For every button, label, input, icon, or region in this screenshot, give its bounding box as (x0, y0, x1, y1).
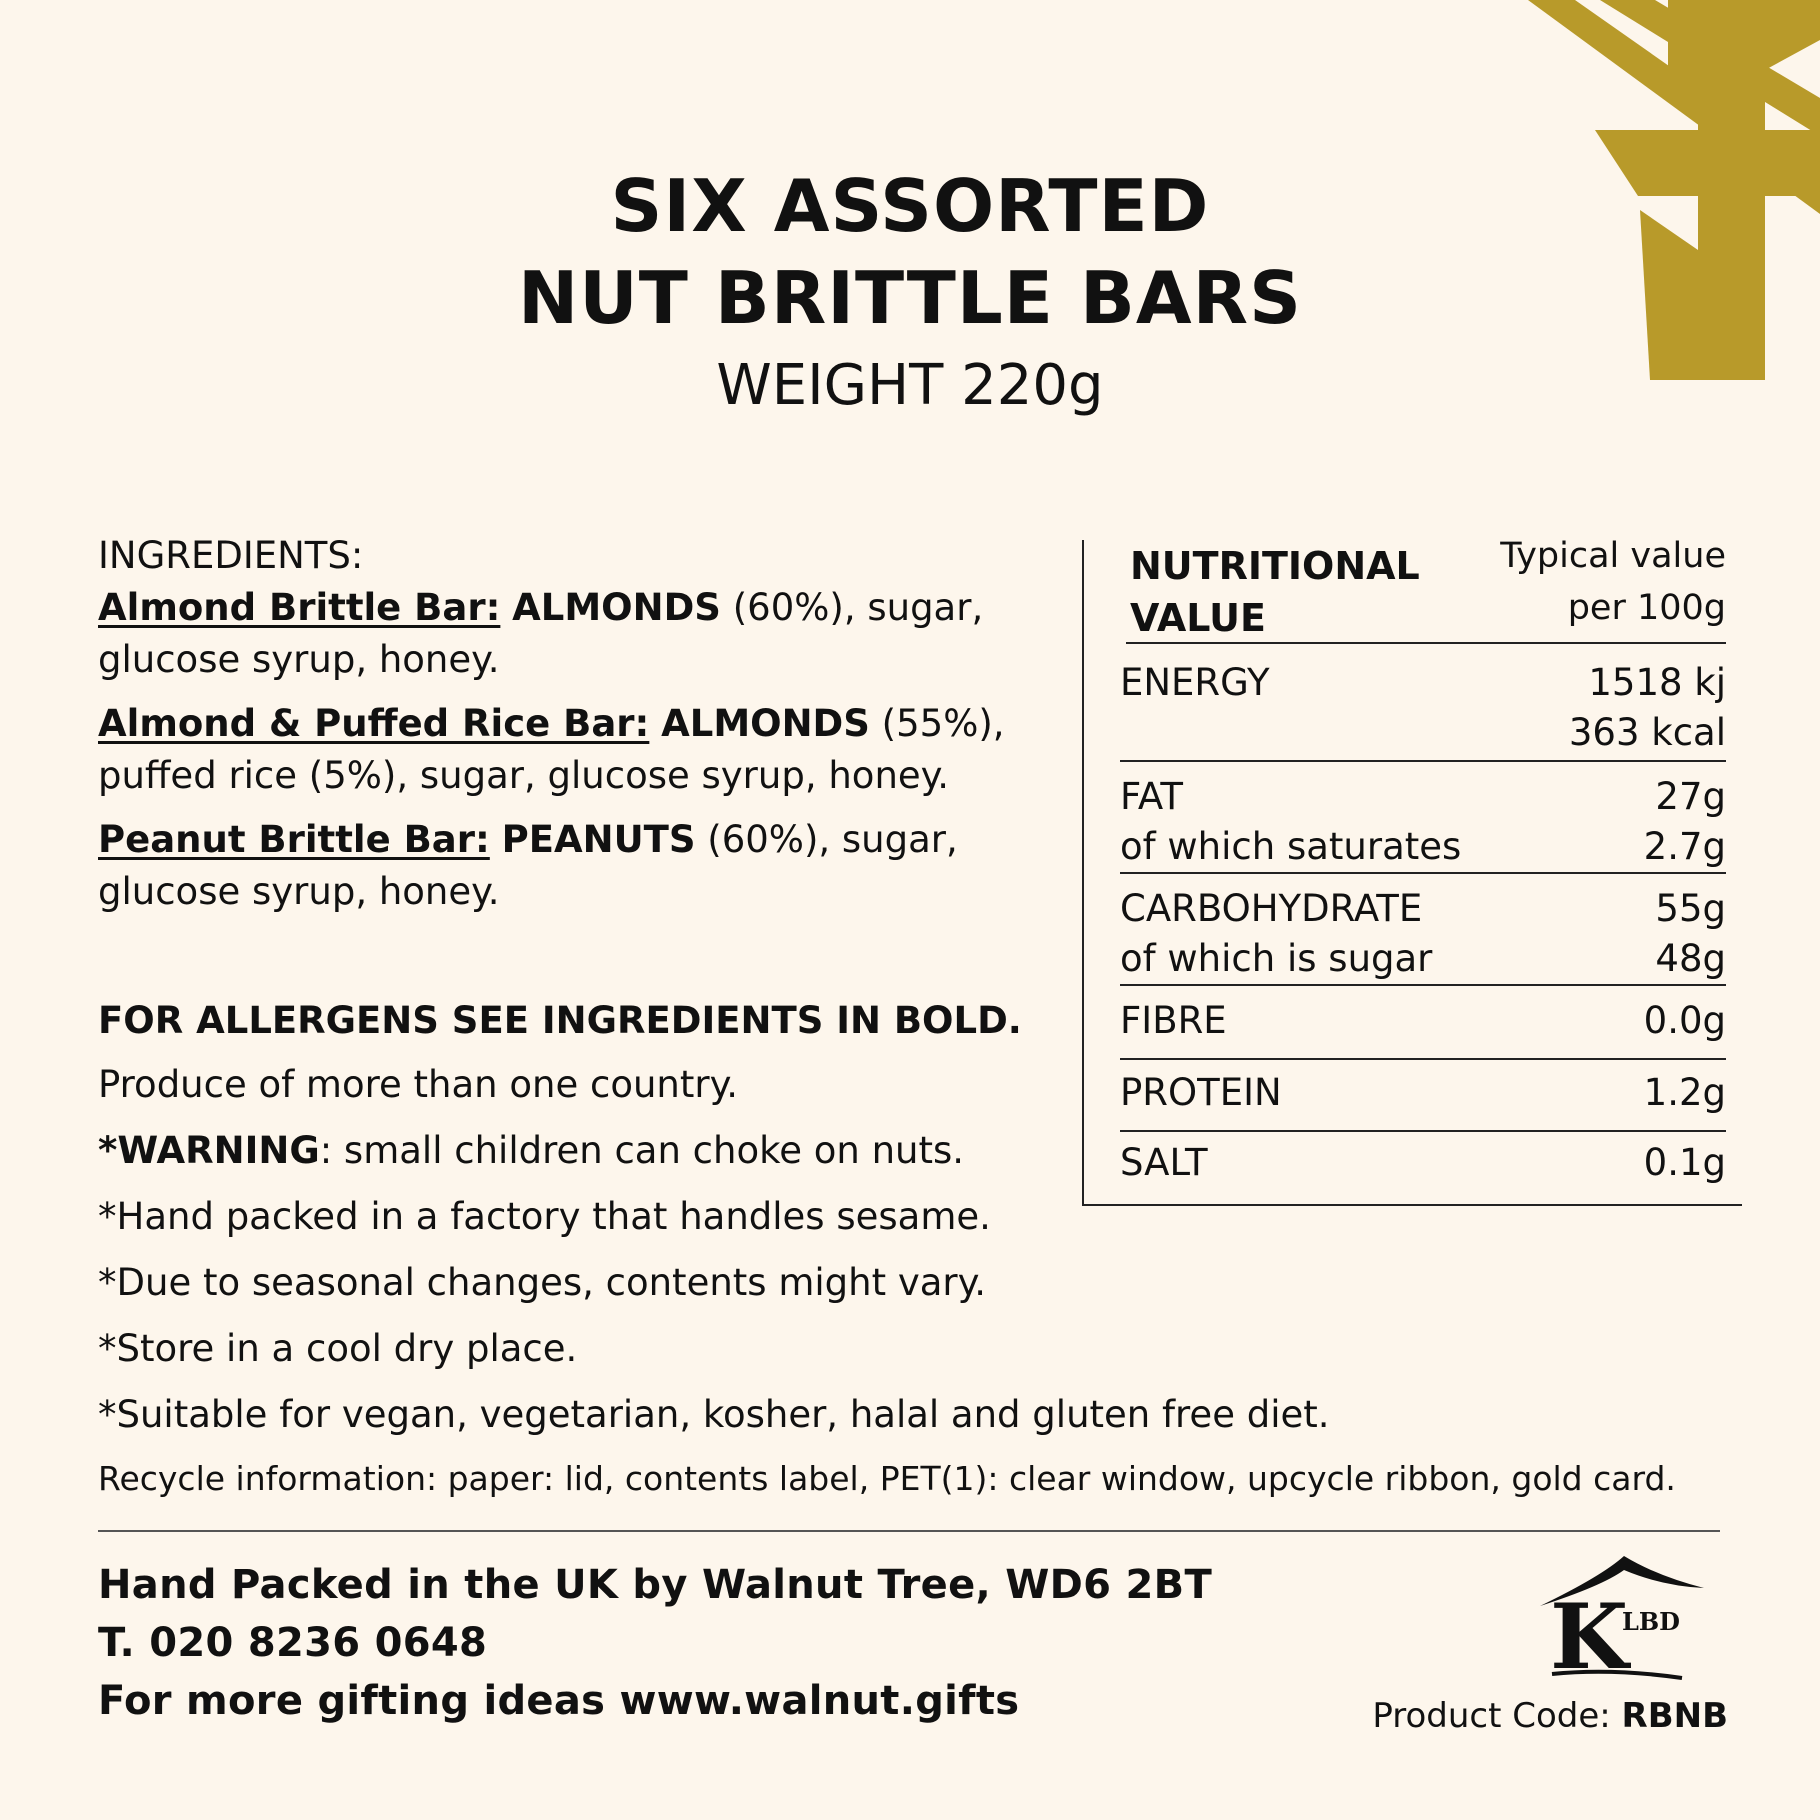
ingredients-heading: INGREDIENTS: (98, 534, 364, 577)
warning-text: : small children can choke on nuts. (319, 1129, 965, 1172)
nutrition-value: 55g (1655, 887, 1726, 930)
nutrition-title-line-2: VALUE (1130, 596, 1266, 640)
ingredient-name: Almond & Puffed Rice Bar: (98, 702, 650, 745)
ingredient-item (98, 698, 1058, 802)
nutrition-label: SALT (1120, 1141, 1208, 1184)
product-code (1372, 1692, 1728, 1740)
product-title-line-1: SIX ASSORTED (610, 164, 1210, 248)
recycle-note: Recycle information: paper: lid, contents label, PET(1): clear window, upcycle ribbon, gold card. (98, 1459, 1676, 1498)
kosher-klbd-icon (1532, 1546, 1712, 1686)
product-title-line-2: NUT BRITTLE BARS (518, 256, 1302, 340)
nutrition-label: CARBOHYDRATE (1120, 887, 1423, 930)
ingredient-text: (60%), sugar, glucose syrup, honey. (98, 818, 958, 913)
ingredient-item (98, 814, 1058, 918)
ingredient-allergen: ALMONDS (512, 586, 721, 629)
footer-divider (98, 1530, 1720, 1532)
footer-contact (98, 1556, 1212, 1730)
product-weight: WEIGHT 220g (716, 353, 1104, 418)
ingredient-item (98, 582, 1058, 686)
nutrition-label: ENERGY (1120, 661, 1270, 704)
packed-in-line: Hand Packed in the UK by Walnut Tree, WD6 2BT (98, 1562, 1213, 1608)
nutrition-value-secondary: 363 kcal (1568, 711, 1726, 754)
storage-note: *Store in a cool dry place. (98, 1327, 578, 1370)
kosher-letter: K (1550, 1584, 1629, 1686)
nutrition-sub-value: 2.7g (1643, 825, 1726, 868)
produce-note: Produce of more than one country. (98, 1063, 738, 1106)
nutrition-label: FIBRE (1120, 999, 1227, 1042)
nutrition-title-line-1: NUTRITIONAL (1130, 544, 1420, 588)
nutrition-value: 0.0g (1643, 999, 1726, 1042)
nutrition-row-salt (1120, 1138, 1726, 1194)
allergen-notice: FOR ALLERGENS SEE INGREDIENTS IN BOLD. (98, 999, 1022, 1042)
ingredients-section (98, 530, 1058, 930)
nutrition-label: PROTEIN (1120, 1071, 1282, 1114)
nutrition-row-fat (1120, 772, 1726, 874)
warning-label: *WARNING (98, 1129, 320, 1172)
title-block (0, 160, 1820, 426)
seasonal-note: *Due to seasonal changes, contents might vary. (98, 1261, 987, 1304)
website-line: For more gifting ideas www.walnut.gifts (98, 1678, 1020, 1724)
ingredient-name: Peanut Brittle Bar: (98, 818, 490, 861)
ingredient-text: (60%), sugar, glucose syrup, honey. (98, 586, 984, 681)
nutrition-header (1126, 536, 1726, 644)
ingredient-allergen: ALMONDS (661, 702, 870, 745)
nutrition-sub-value: 48g (1655, 937, 1726, 980)
sesame-note: *Hand packed in a factory that handles sesame. (98, 1195, 991, 1238)
nutrition-row-carbohydrate (1120, 884, 1726, 986)
nutrition-row-protein (1120, 1068, 1726, 1132)
nutrition-row-energy (1120, 658, 1726, 762)
nutrition-value: 1.2g (1643, 1071, 1726, 1114)
nutrition-label: FAT (1120, 775, 1183, 818)
nutrition-table (1082, 536, 1742, 1206)
kosher-text: LBD (1622, 1607, 1680, 1636)
nutrition-value: 27g (1655, 775, 1726, 818)
typical-value-line-2: per 100g (1567, 588, 1726, 628)
diet-note: *Suitable for vegan, vegetarian, kosher, halal and gluten free diet. (98, 1393, 1330, 1436)
product-code-value: RBNB (1621, 1696, 1728, 1736)
nutrition-row-fibre (1120, 996, 1726, 1060)
product-code-label: Product Code: (1372, 1696, 1622, 1736)
ingredient-text: (55%), puffed rice (5%), sugar, glucose syrup, honey. (98, 702, 1005, 797)
nutrition-title (1130, 540, 1420, 644)
nutrition-sub-label: of which saturates (1120, 825, 1462, 868)
typical-value-line-1: Typical value (1500, 536, 1726, 576)
ingredient-allergen: PEANUTS (501, 818, 696, 861)
nutrition-sub-label: of which is sugar (1120, 937, 1433, 980)
nutrition-value: 1518 kj (1588, 661, 1726, 704)
nutrition-value: 0.1g (1643, 1141, 1726, 1184)
typical-value-label (1500, 530, 1726, 634)
phone-line: T. 020 8236 0648 (98, 1620, 488, 1666)
ingredient-name: Almond Brittle Bar: (98, 586, 501, 629)
